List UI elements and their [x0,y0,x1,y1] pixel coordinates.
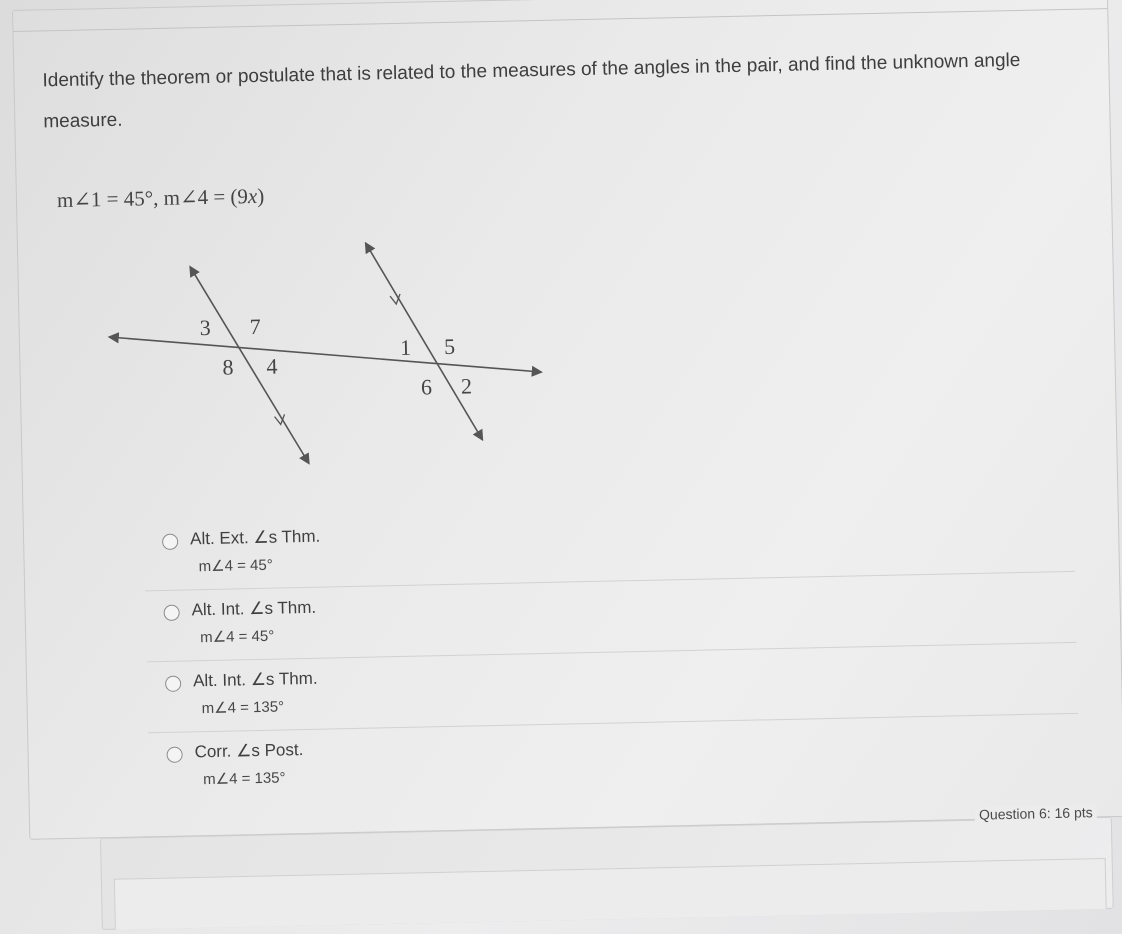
angle-label-8: 8 [222,354,234,380]
next-question-points-label: Question 6: 16 pts [975,804,1097,823]
answer-options [144,501,1080,803]
card-header [13,0,1107,32]
angle-label-3: 3 [199,314,211,341]
option-theorem: Alt. Int. ∠s Thm. [192,668,318,691]
transversal-line [110,328,541,381]
radio-button[interactable] [162,534,178,550]
given-measures [57,184,265,213]
radio-button[interactable] [163,605,179,621]
option-measure: m∠4 = 135° [201,698,285,718]
formula-part1: m∠1 = 45°, m∠4 = (9 [56,184,249,213]
angle-label-7: 7 [249,313,261,340]
radio-button[interactable] [165,676,181,692]
parallel-line-right [366,241,482,441]
angle-label-1: 1 [399,334,412,360]
option-theorem: Alt. Ext. ∠s Thm. [189,526,321,549]
radio-button[interactable] [166,747,182,763]
option-measure: m∠4 = 45° [200,627,275,647]
angle-label-5: 5 [443,333,456,360]
question-prompt: Identify the theorem or postulate that is related to the measures of the angles in the pair, and find the unknown angle measure. [42,49,1021,133]
transversal-figure [98,230,563,490]
option-measure: m∠4 = 135° [202,769,286,789]
option-theorem: Corr. ∠s Post. [194,740,304,762]
parallel-line-left [190,265,308,465]
formula-variable: x [247,183,258,209]
next-question-body [114,858,1107,930]
option-theorem: Alt. Int. ∠s Thm. [191,597,317,620]
angle-label-4: 4 [266,353,278,379]
angle-label-2: 2 [460,373,473,399]
angle-label-6: 6 [420,374,433,400]
formula-part2: ) [256,183,265,208]
question-card [12,0,1122,840]
parallel-tick-right [390,294,400,304]
option-measure: m∠4 = 45° [198,556,273,576]
